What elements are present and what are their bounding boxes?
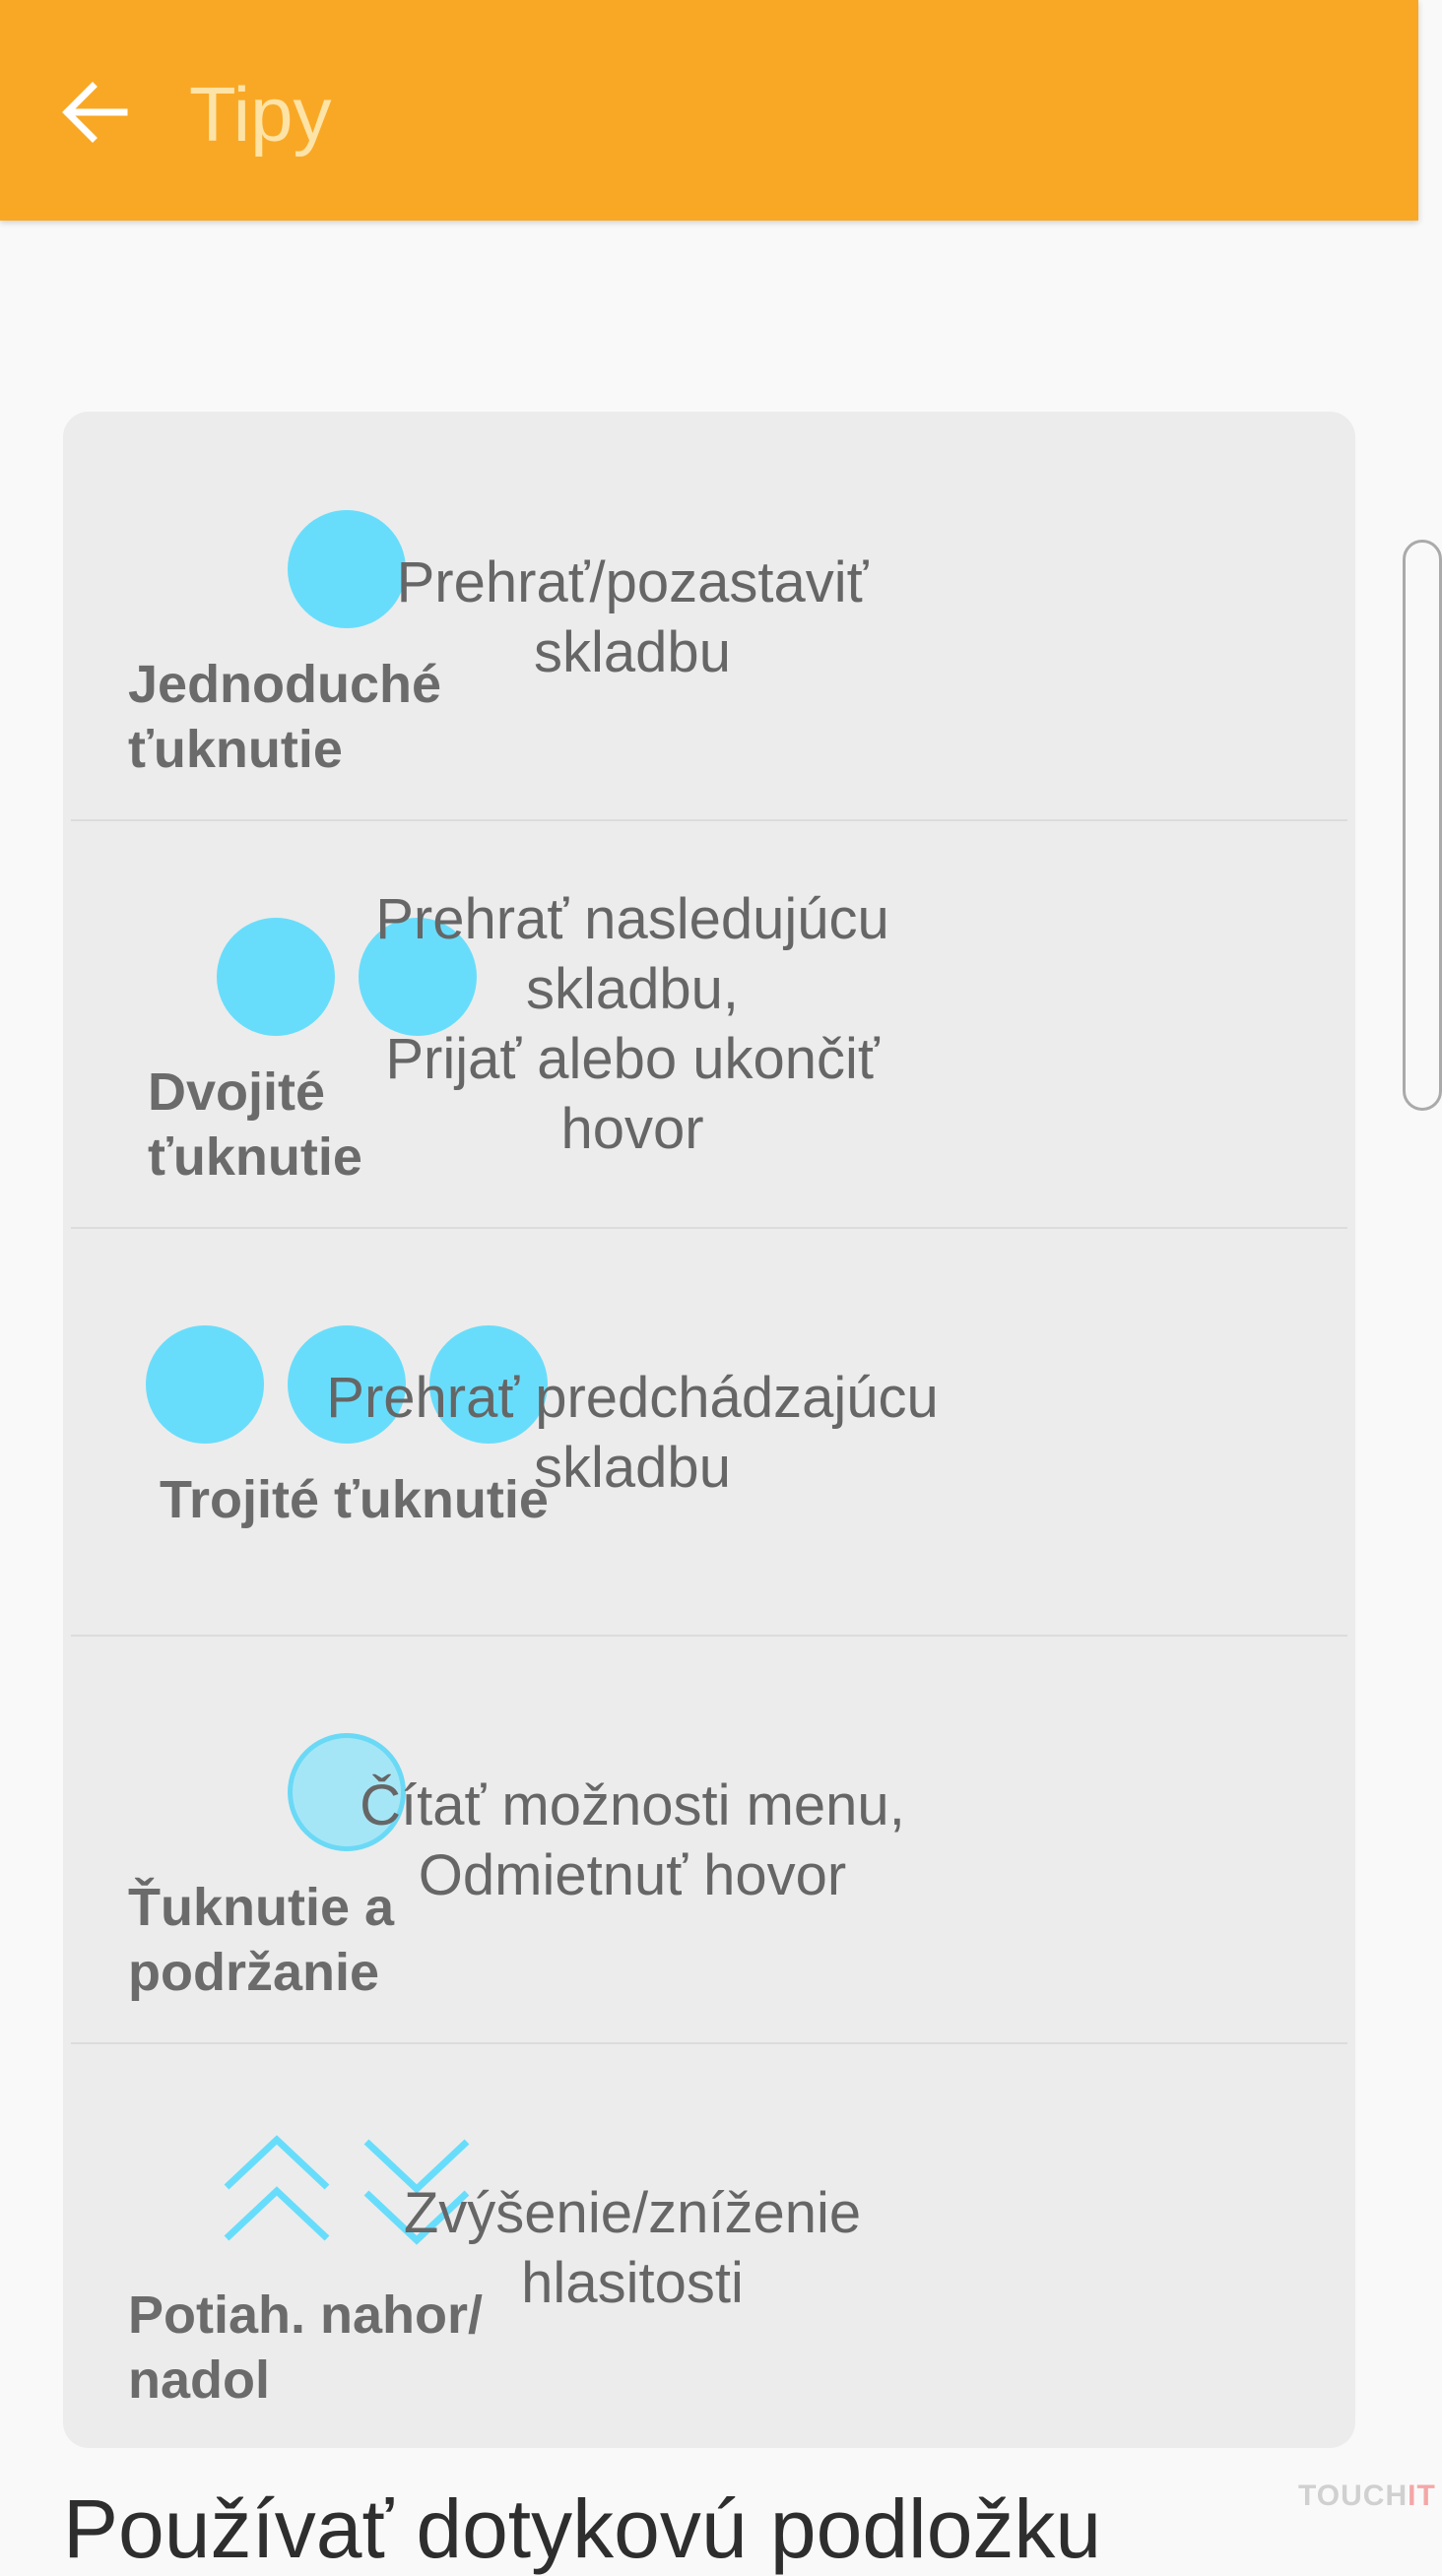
gesture-action: Prehrať/pozastaviť skladbu bbox=[396, 550, 869, 684]
edge-panel-handle[interactable] bbox=[1403, 540, 1442, 1111]
watermark-part2: IT bbox=[1408, 2479, 1436, 2512]
gesture-label: Potiah. nahor/ nadol bbox=[128, 2286, 484, 2410]
gesture-action: Čítať možnosti menu, Odmietnuť hovor bbox=[360, 1773, 905, 1907]
gesture-action: Prehrať nasledujúcu skladbu, Prijať alebo ukončiť hovor bbox=[375, 887, 889, 1161]
arrow-left-icon[interactable] bbox=[57, 75, 132, 150]
gesture-row-tap-and-hold bbox=[71, 1635, 1347, 2044]
gesture-action: Prehrať predchádzajúcu skladbu bbox=[326, 1366, 939, 1500]
touchit-watermark bbox=[1298, 2479, 1436, 2513]
next-section-heading bbox=[63, 2481, 1147, 2575]
watermark-part1: TOUCH bbox=[1298, 2479, 1409, 2512]
gesture-label: Jednoduché ťuknutie bbox=[128, 655, 442, 779]
gesture-tips-card bbox=[63, 412, 1355, 2448]
section-heading-text: Používať dotykovú podložku bbox=[63, 2482, 1102, 2575]
gesture-label: Trojité ťuknutie bbox=[160, 1470, 549, 1529]
gesture-row-single-tap bbox=[71, 412, 1347, 821]
gesture-action: Zvýšenie/zníženie hlasitosti bbox=[403, 2181, 862, 2315]
gesture-label: Dvojité ťuknutie bbox=[148, 1063, 362, 1187]
gesture-label: Ťuknutie a podržanie bbox=[128, 1878, 395, 2002]
page-title: Tipy bbox=[189, 71, 332, 158]
gesture-row-double-tap bbox=[71, 819, 1347, 1229]
gesture-row-swipe bbox=[71, 2042, 1347, 2450]
gesture-row-triple-tap bbox=[71, 1227, 1347, 1637]
app-bar bbox=[0, 0, 1418, 221]
